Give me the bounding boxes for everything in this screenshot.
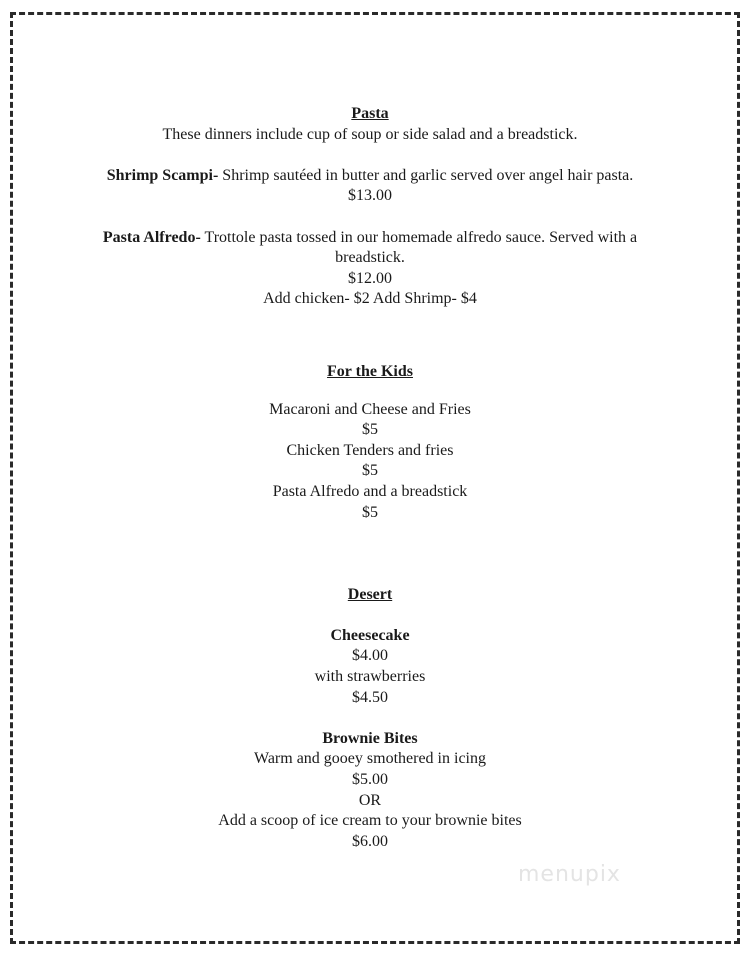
menu-item-cheesecake bbox=[0, 626, 740, 708]
pasta-intro: These dinners include cup of soup or side salad and a breadstick. bbox=[162, 125, 578, 143]
item-description: Trottole pasta tossed in our homemade alfredo sauce. Served with a breadstick. bbox=[200, 228, 638, 267]
menu-item-shrimp-scampi bbox=[0, 166, 740, 207]
item-price: $12.00 bbox=[348, 269, 392, 287]
item-description: Shrimp sautéed in butter and garlic served over angel hair pasta. bbox=[218, 166, 634, 184]
item-price: $13.00 bbox=[348, 187, 392, 205]
list-item: Macaroni and Cheese and Fries bbox=[269, 400, 471, 418]
menupix-watermark: menupix bbox=[518, 862, 621, 887]
item-addons: Add chicken- $2 Add Shrimp- $4 bbox=[263, 290, 477, 308]
item-upgrade: Add a scoop of ice cream to your brownie bites bbox=[218, 812, 522, 830]
section-title-kids: For the Kids bbox=[327, 362, 413, 380]
section-title-pasta: Pasta bbox=[351, 105, 389, 122]
item-name: Pasta Alfredo- bbox=[102, 228, 201, 246]
list-item: Chicken Tenders and fries bbox=[286, 441, 454, 459]
kids-section bbox=[0, 362, 740, 523]
item-price: $5 bbox=[362, 421, 378, 439]
menu-item-pasta-alfredo bbox=[0, 228, 740, 310]
item-line bbox=[0, 228, 740, 269]
item-name: Cheesecake bbox=[330, 626, 410, 644]
item-name: Brownie Bites bbox=[322, 729, 418, 747]
list-item: Pasta Alfredo and a breadstick bbox=[272, 482, 468, 500]
section-title-desert: Desert bbox=[347, 585, 393, 603]
pasta-section bbox=[0, 104, 740, 310]
item-price: $5.00 bbox=[352, 771, 388, 789]
item-variant: with strawberries bbox=[314, 668, 426, 686]
desert-section bbox=[0, 585, 740, 853]
item-description: Warm and gooey smothered in icing bbox=[254, 750, 486, 768]
menu-item-brownie-bites bbox=[0, 729, 740, 853]
item-upgrade-price: $6.00 bbox=[352, 832, 388, 850]
item-variant-price: $4.50 bbox=[352, 688, 388, 706]
item-name: Shrimp Scampi- bbox=[106, 166, 219, 184]
item-or: OR bbox=[358, 791, 382, 809]
item-price: $5 bbox=[362, 503, 378, 521]
menu-page bbox=[0, 104, 740, 852]
item-line bbox=[0, 166, 740, 187]
item-price: $4.00 bbox=[352, 647, 388, 665]
item-price: $5 bbox=[362, 462, 378, 480]
